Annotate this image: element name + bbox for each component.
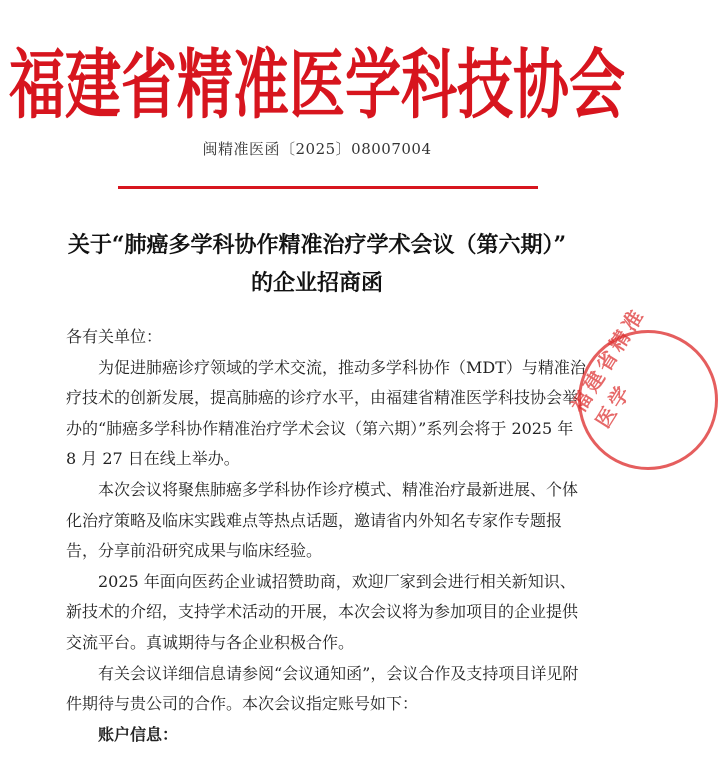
official-seal-stamp bbox=[566, 302, 718, 470]
salutation: 各有关单位： bbox=[66, 327, 163, 346]
document-title bbox=[40, 226, 594, 302]
seal-text: 福建省精准医学 bbox=[566, 302, 651, 433]
red-divider-line bbox=[118, 186, 538, 189]
paragraph-1: 为促进肺癌诊疗领域的学术交流，推动多学科协作（MDT）与精准治疗技术的创新发展，提高肺癌的诊疗水平，由福建省精准医学科技协会举办的“肺癌多学科协作精准治疗学术会议（第六期）”系列会将于 2025 年 8 月 27 日在线上举办。 bbox=[66, 357, 586, 469]
paragraph-4: 有关会议详细信息请参阅“会议通知函”，会议合作及支持项目详见附件期待与贵公司的合作。本次会议指定账号如下： bbox=[66, 663, 579, 714]
document-title-line-2: 的企业招商函 bbox=[250, 270, 383, 296]
paragraph-3: 2025 年面向医药企业诚招赞助商，欢迎厂家到会进行相关新知识、新技术的介绍，支持学术活动的开展，本次会议将为参加项目的企业提供交流平台。真诚期待与各企业积极合作。 bbox=[66, 571, 579, 652]
paragraph-2: 本次会议将聚焦肺癌多学科协作诊疗模式、精准治疗最新进展、个体化治疗策略及临床实践难点等热点话题，邀请省内外知名专家作专题报告，分享前沿研究成果与临床经验。 bbox=[66, 479, 579, 561]
account-info-heading: 账户信息： bbox=[98, 724, 179, 744]
document-number: 闽精准医函〔2025〕08007004 bbox=[202, 140, 432, 158]
document-title-line-1: 关于“肺癌多学科协作精准治疗学术会议（第六期）” bbox=[67, 232, 567, 258]
organization-header: 福建省精准医学科技协会 bbox=[9, 42, 625, 130]
letter-body bbox=[66, 322, 586, 750]
